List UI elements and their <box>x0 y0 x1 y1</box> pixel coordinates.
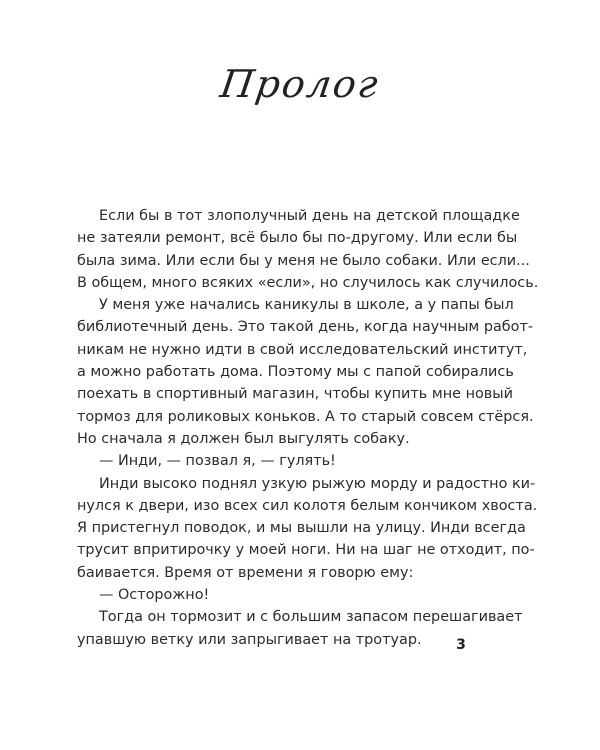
body-line: нулся к двери, изо всех сил колотя белым кончиком хвоста. <box>77 497 538 514</box>
body-line: В общем, много всяких «если», но случилось как случилось. <box>77 274 539 291</box>
body-line: а можно работать дома. Поэтому мы с папой собирались <box>77 364 514 381</box>
body-line: баивается. Время от времени я говорю ему: <box>77 564 414 581</box>
dialogue-line: — Инди, — позвал я, — гулять! <box>99 453 336 470</box>
body-text <box>77 205 539 651</box>
body-line: тормоз для роликовых коньков. А то старый совсем стёрся. <box>77 408 534 425</box>
body-line: Если бы в тот злополучный день на детской площадке <box>99 208 520 224</box>
body-line: У меня уже начались каникулы в школе, а у папы был <box>99 297 514 314</box>
body-line: не затеяли ремонт, всё было бы по-другому. Или если бы <box>77 230 518 247</box>
body-line: Я пристегнул поводок, и мы вышли на улицу. Инди всегда <box>77 520 526 537</box>
body-line: библиотечный день. Это такой день, когда научным работ- <box>77 319 534 336</box>
body-line: упавшую ветку или запрыгивает на тротуар. <box>77 631 422 648</box>
body-line: никам не нужно идти в свой исследовательский институт, <box>77 341 528 358</box>
body-line: Тогда он тормозит и с большим запасом перешагивает <box>99 609 523 626</box>
body-line: была зима. Или если бы у меня не было собаки. Или если... <box>77 252 530 269</box>
body-line: трусит впритирочку у моей ноги. Ни на шаг не отходит, по- <box>77 542 535 559</box>
body-line: поехать в спортивный магазин, чтобы купить мне новый <box>77 386 513 403</box>
body-line: Но сначала я должен был выгулять собаку. <box>77 430 410 447</box>
chapter-title: Пролог <box>217 62 383 106</box>
page-number: 3 <box>456 637 466 653</box>
dialogue-line: — Осторожно! <box>99 587 210 604</box>
body-line: Инди высоко поднял узкую рыжую морду и радостно ки- <box>99 475 536 492</box>
